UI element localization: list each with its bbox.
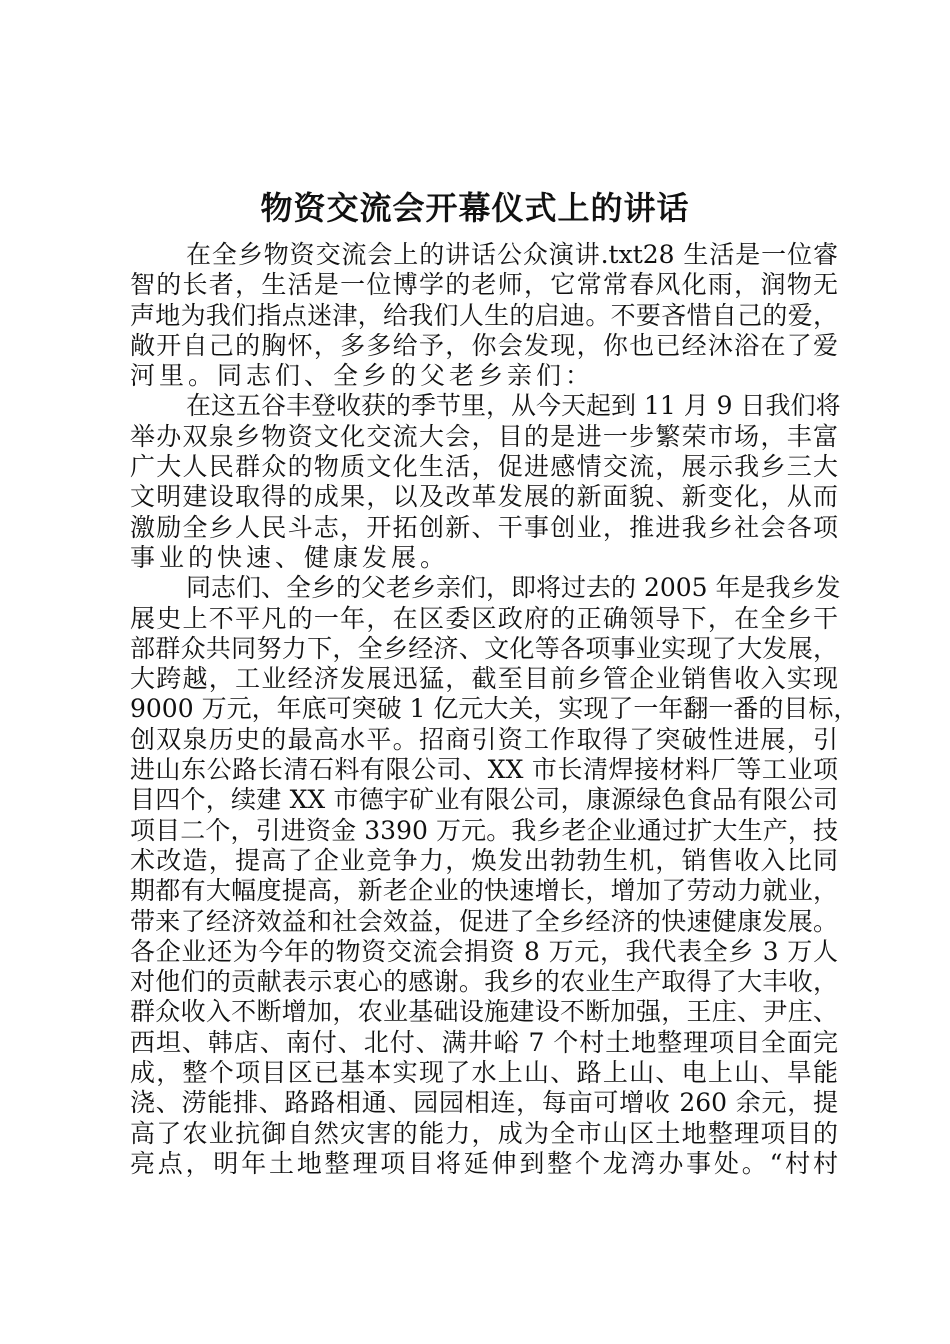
text-line: 术改造，提高了企业竞争力，焕发出勃勃生机，销售收入比同	[130, 845, 838, 875]
text-line: 部群众共同努力下，全乡经济、文化等各项事业实现了大发展，	[130, 633, 838, 663]
text-line: 同志们、全乡的父老乡亲们，即将过去的 2005 年是我乡发	[186, 573, 841, 603]
text-line: 各企业还为今年的物资交流会捐资 8 万元，我代表全乡 3 万人	[130, 936, 838, 966]
text-line: 西坦、韩店、南付、北付、满井峪 7 个村土地整理项目全面完	[130, 1027, 838, 1057]
text-line: 激励全乡人民斗志，开拓创新、干事创业，推进我乡社会各项	[130, 512, 838, 542]
text-line: 9000 万元，年底可突破 1 亿元大关，实现了一年翻一番的目标，	[130, 694, 859, 724]
text-line: 进山东公路长清石料有限公司、XX 市长清焊接材料厂等工业项	[130, 755, 838, 785]
document-body	[130, 240, 859, 1179]
text-line: 智的长者，生活是一位博学的老师，它常常春风化雨，润物无	[130, 270, 838, 300]
text-line: 大跨越，工业经济发展迅猛，截至目前乡管企业销售收入实现	[130, 664, 838, 694]
text-line: 高了农业抗御自然灾害的能力，成为全市山区土地整理项目的	[130, 1118, 838, 1148]
text-line: 展史上不平凡的一年，在区委区政府的正确领导下，在全乡干	[130, 603, 838, 633]
text-line: 带来了经济效益和社会效益，促进了全乡经济的快速健康发展。	[130, 906, 838, 936]
text-line: 广大人民群众的物质文化生活，促进感情交流，展示我乡三大	[130, 452, 838, 482]
text-line: 成，整个项目区已基本实现了水上山、路上山、电上山、旱能	[130, 1058, 838, 1088]
text-line: 创双泉历史的最高水平。招商引资工作取得了突破性进展，引	[130, 724, 838, 754]
text-line: 事业的快速、健康发展。	[130, 542, 450, 572]
text-line: 文明建设取得的成果，以及改革发展的新面貌、新变化，从而	[130, 482, 838, 512]
document-title: 物资交流会开幕仪式上的讲话	[260, 189, 690, 227]
text-line: 浇、涝能排、路路相通、园园相连，每亩可增收 260 余元，提	[130, 1088, 838, 1118]
text-line: 声地为我们指点迷津，给我们人生的启迪。不要吝惜自己的爱，	[130, 300, 838, 330]
text-line: 项目二个，引进资金 3390 万元。我乡老企业通过扩大生产，技	[130, 815, 838, 845]
text-line: 敞开自己的胸怀，多多给予，你会发现，你也已经沐浴在了爱	[130, 330, 838, 360]
text-line: 群众收入不断增加，农业基础设施建设不断加强，王庄、尹庄、	[130, 997, 838, 1027]
text-line: 在这五谷丰登收获的季节里，从今天起到 11 月 9 日我们将	[186, 391, 841, 421]
text-line: 河里。同志们、全乡的父老乡亲们：	[130, 361, 595, 391]
text-line: 亮点，明年土地整理项目将延伸到整个龙湾办事处。“村村	[130, 1148, 838, 1178]
text-line: 期都有大幅度提高，新老企业的快速增长，增加了劳动力就业，	[130, 876, 838, 906]
text-line: 举办双泉乡物资文化交流大会，目的是进一步繁荣市场，丰富	[130, 421, 838, 451]
text-line: 在全乡物资交流会上的讲话公众演讲.txt28 生活是一位睿	[186, 240, 838, 269]
text-line: 对他们的贡献表示衷心的感谢。我乡的农业生产取得了大丰收，	[130, 967, 838, 997]
text-line: 目四个，续建 XX 市德宇矿业有限公司，康源绿色食品有限公司	[130, 785, 838, 815]
